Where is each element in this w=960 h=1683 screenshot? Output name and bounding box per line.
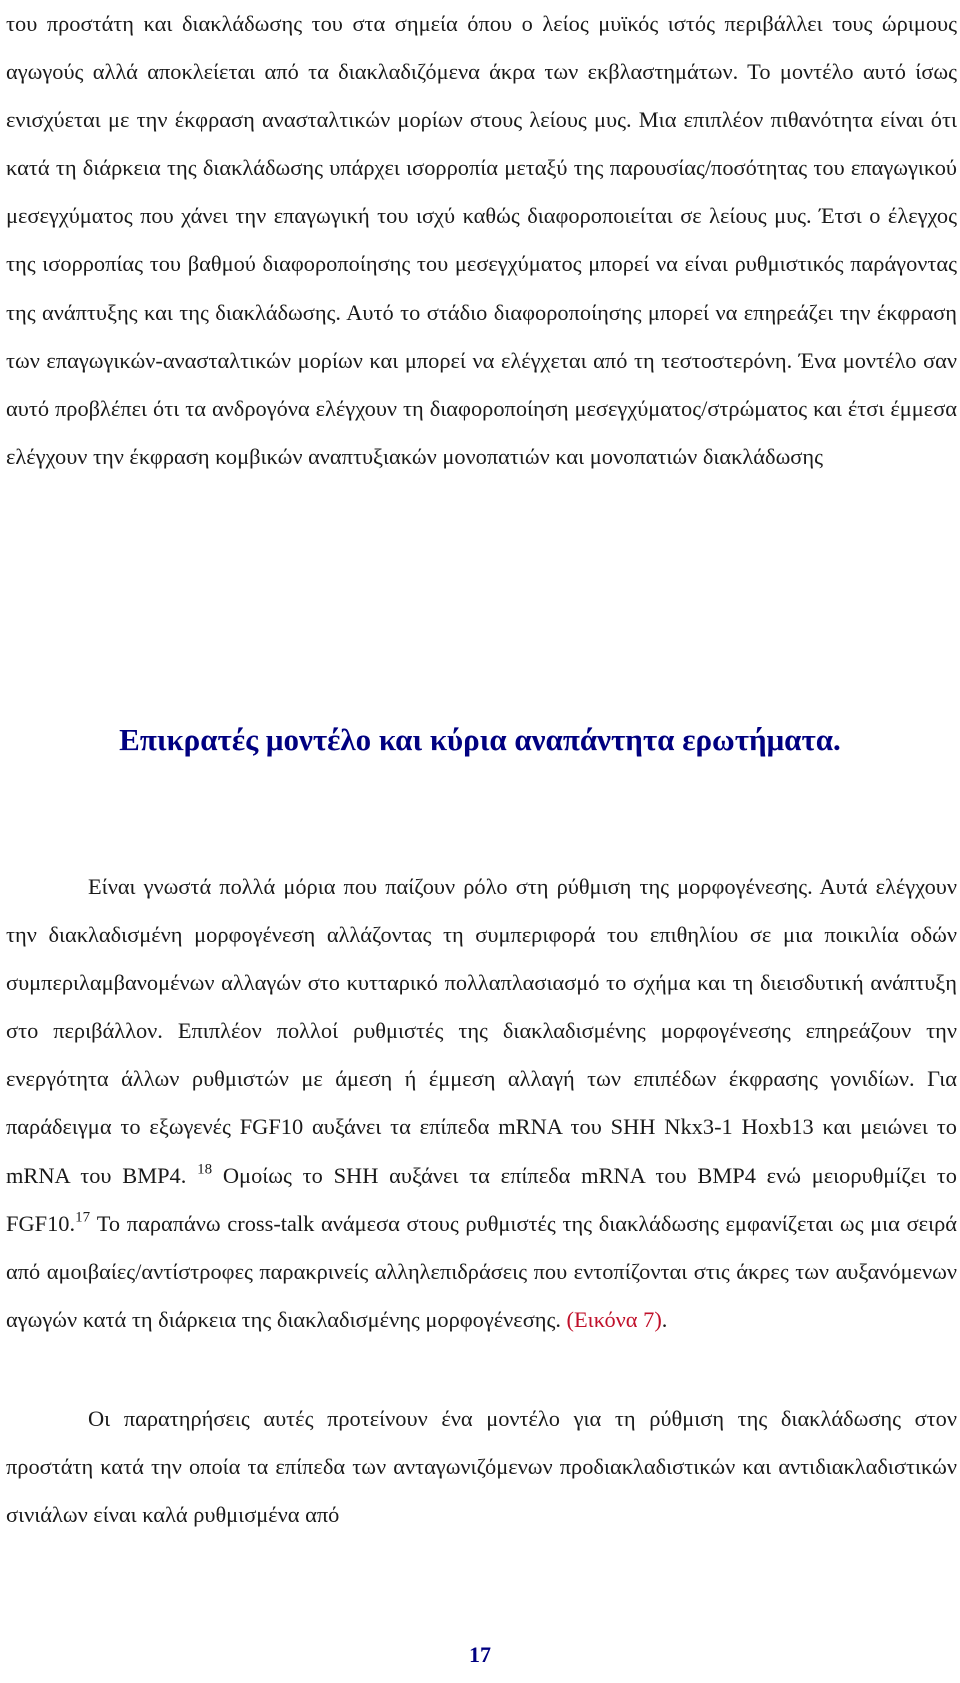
body-paragraph-intro xyxy=(6,863,957,1344)
citation-superscript: 17 xyxy=(75,1208,91,1225)
paragraph-text: . xyxy=(661,1306,668,1332)
body-paragraph-model: Οι παρατηρήσεις αυτές προτείνουν ένα μοντέλο για τη ρύθμιση της διακλάδωσης στον προστάτη κατά την οποία τα επίπεδα των ανταγωνιζόμενων προδιακλαδιστικών και αντιδιακλαδιστικών σινιάλων είναι καλά ρυθμισμένα από xyxy=(6,1406,957,1528)
paragraph-text: Ομοίως το SHH αυξάνει τα επίπεδα mRNA του BMP4 ενώ μειορυθμίζει το FGF10. xyxy=(6,1162,957,1236)
body-paragraph-continuation: του προστάτη και διακλάδωσης του στα σημεία όπου ο λείος μυϊκός ιστός περιβάλλει τους ώριμους αγωγούς αλλά αποκλείεται από τα διακλαδιζόμενα άκρα των εκβλαστημάτων. Το μοντέλο αυτό ίσως ενισχύεται με την έκφραση ανασταλτικών μορίων στους λείους μυς. Μια επιπλέον πιθανότητα είναι ότι κατά τη διάρκεια της διακλάδωσης υπάρχει ισορροπία μεταξύ της παρουσίας/ποσότητας του επαγωγικού μεσεγχύματος που χάνει την επαγωγική του ισχύ καθώς διαφοροποιείται σε λείους μυς. Έτσι ο έλεγχος της ισορροπίας του βαθμού διαφοροποίησης του μεσεγχύματος μπορεί να είναι ρυθμιστικός παράγοντας της ανάπτυξης και της διακλάδωσης. Αυτό το στάδιο διαφοροποίησης μπορεί να επηρεάζει την έκφραση των επαγωγικών-ανασταλτικών μορίων και μπορεί να ελέγχεται από τη τεστοστερόνη. Ένα μοντέλο σαν αυτό προβλέπει ότι τα ανδρογόνα ελέγχουν τη διαφοροποίηση μεσεγχύματος/στρώματος και έτσι έμμεσα ελέγχουν την έκφραση κομβικών αναπτυξιακών μονοπατιών και μονοπατιών διακλάδωσης xyxy=(6,11,957,469)
section-heading: Επικρατές μοντέλο και κύρια αναπάντητα ερωτήματα. xyxy=(119,722,841,757)
paragraph-text: Το παραπάνω cross-talk ανάμεσα στους ρυθμιστές της διακλάδωσης εμφανίζεται ως μια σειρά από αμοιβαίες/αντίστροφες παρακρινείς αλληλεπιδράσεις που εντοπίζονται στις άκρες των αυξανόμενων αγωγών κατά τη διάρκεια της διακλαδισμένης μορφογένεσης. xyxy=(6,1210,957,1332)
citation-superscript: 18 xyxy=(197,1160,213,1177)
figure-reference-link[interactable]: (Εικόνα 7) xyxy=(566,1306,662,1332)
paragraph-text: Είναι γνωστά πολλά μόρια που παίζουν ρόλο στη ρύθμιση της μορφογένεσης. Αυτά ελέγχουν την διακλαδισμένη μορφογένεση αλλάζοντας τη συμπεριφορά του επιθηλίου σε μια ποικιλία οδών συμπεριλαμβανομένων αλλαγών στο κυτταρικό πολλαπλασιασμό το σχήμα και τη διεισδυτική ανάπτυξη στο περιβάλλον. Επιπλέον πολλοί ρυθμιστές της διακλαδισμένης μορφογένεσης επηρεάζουν την ενεργότητα άλλων ρυθμιστών με άμεση ή έμμεση αλλαγή των επιπέδων έκφρασης γονιδίων. Για παράδειγμα το εξωγενές FGF10 αυξάνει τα επίπεδα mRNA του SHH Nkx3-1 Hoxb13 και μειώνει το mRNA του BMP4. xyxy=(6,874,957,1188)
page-number: 17 xyxy=(469,1642,491,1667)
